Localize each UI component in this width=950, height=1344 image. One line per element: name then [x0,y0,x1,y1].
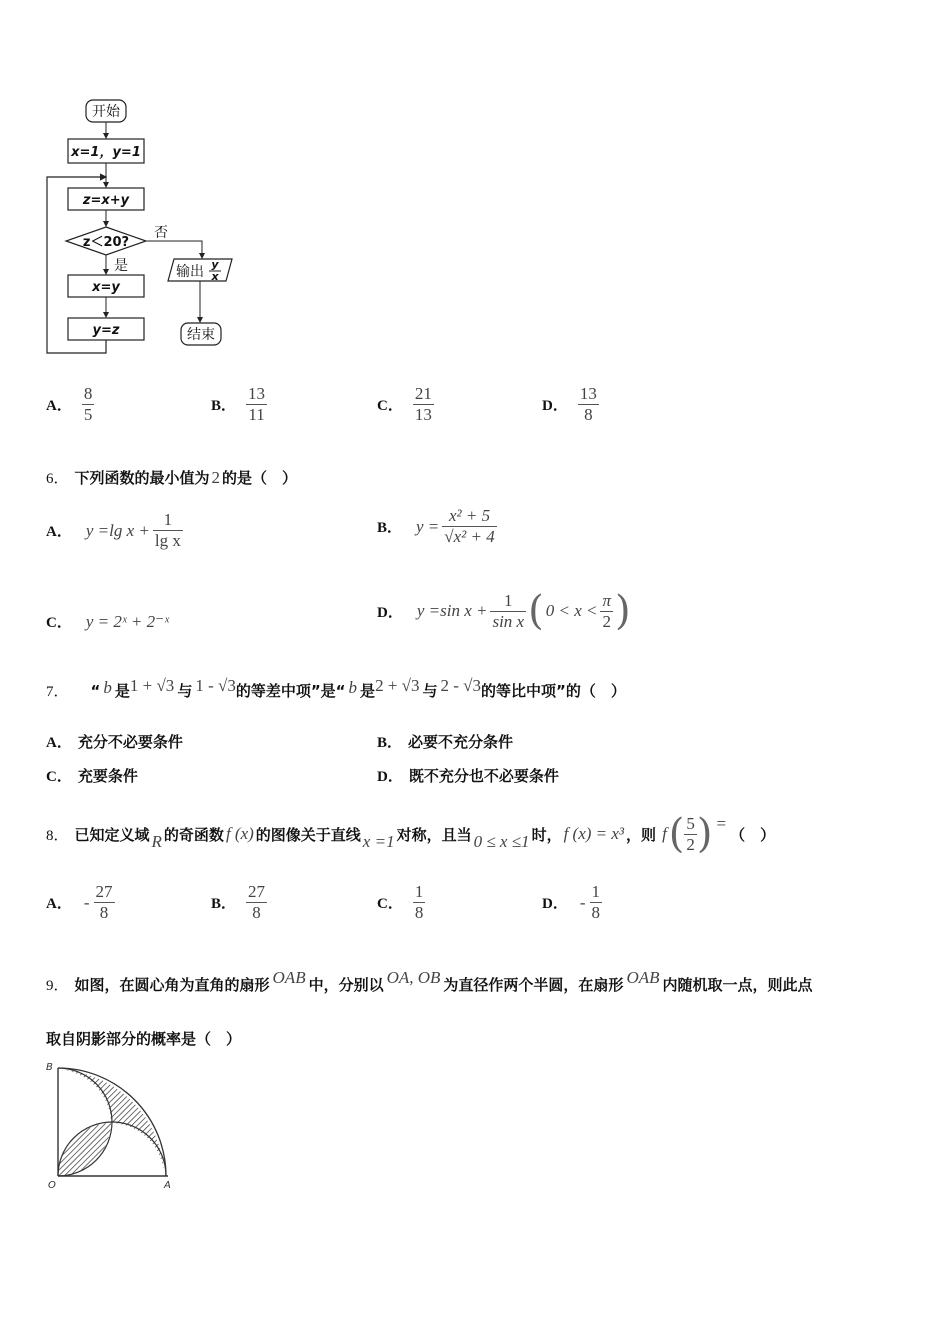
option-text: 充分不必要条件 [77,733,183,751]
denominator: 8 [584,405,593,424]
math-fraction [442,506,496,547]
option-letter: D． [377,769,403,785]
math-expr: 0 < x < [545,601,598,620]
q6-stem [46,467,297,488]
question-text: 已知定义域 [74,825,150,844]
option-letter: C． [46,615,72,631]
question-text: 与 [177,682,193,700]
math-expr: y =lg x + [85,520,150,540]
option-letter: C． [377,896,403,912]
math-sign: - [83,892,90,912]
q5-option-c[interactable] [377,384,434,425]
option-letter: D． [542,896,568,912]
denominator: 8 [591,903,601,922]
math-var: OAB [272,967,306,987]
q7-option-d[interactable] [377,765,559,786]
flow-no-label: 否 [154,225,168,241]
numerator: 1 [591,882,601,901]
q6-option-a[interactable] [46,510,183,551]
q8-option-c[interactable] [377,882,425,923]
option-fraction [246,882,267,923]
question-text: 是 [360,682,376,700]
q8-option-d[interactable] [542,882,602,923]
option-letter: C． [46,769,72,785]
denominator: 13 [414,405,432,424]
question-text: 对称，且当 [396,825,472,844]
question-text: 内随机取一点，则此点 [662,976,813,994]
math-fraction [684,814,697,855]
flow-assign-z-text: z=x+y [82,193,130,208]
q7-option-b[interactable] [377,731,513,752]
math-expr: x =1 [362,832,395,851]
math-var: b [348,677,358,697]
flow-output-label: 输出 [176,264,204,280]
math-expr: y = [416,516,440,536]
q9-stem-line2 [46,1028,241,1049]
option-letter: C． [377,398,403,414]
numerator: 13 [579,384,597,403]
option-letter: A． [46,398,72,414]
math-fraction [600,591,613,632]
q5-option-d[interactable] [542,384,599,425]
paren-right: ) [696,811,713,857]
question-number: 6． [46,471,69,487]
option-letter: B． [211,896,237,912]
math-fraction [153,510,183,551]
numerator: 21 [414,384,432,403]
option-text: 必要不充分条件 [408,733,514,751]
math-expr: y =sin x + [416,601,488,620]
denominator: 5 [83,405,93,424]
question-text: 中，分别以 [308,976,384,994]
option-letter: D． [377,604,403,621]
numerator: 5 [686,813,695,833]
q6-option-c[interactable] [46,611,169,632]
math-var: b [103,677,112,697]
math-fraction [490,591,526,632]
math-expr: 0 ≤ x ≤1 [473,832,530,851]
option-letter: D． [542,398,568,414]
q8-option-b[interactable] [211,882,267,923]
question-text: 取自阴影部分的概率是（ ） [46,1030,242,1048]
denominator: lg x [154,531,181,550]
math-expr: 1 + √3 [129,675,175,695]
numerator: 1 [163,510,173,529]
flow-output-den: x [211,270,219,283]
option-fraction [578,384,599,425]
point-o-label: O [48,1180,56,1191]
denominator: √x² + 4 [444,527,495,546]
question-text: 的是（ ） [222,469,298,487]
question-text: 是 [114,682,130,700]
question-text: 的等比中项”的（ ） [481,682,626,700]
question-text: 下列函数的最小值为 [74,469,210,487]
flow-start-text: 开始 [92,104,120,120]
q6-option-d[interactable] [377,588,631,634]
option-text: 充要条件 [77,767,138,785]
math-sign: - [579,892,586,912]
math-value: 2 [211,467,221,487]
option-fraction [246,384,267,425]
math-expr: 2 + √3 [375,675,420,695]
option-fraction [413,882,426,923]
paren-left: ( [528,588,544,634]
question-text: 的等差中项”是“ [235,682,346,700]
numerator: π [602,590,611,610]
q9-stem-line1 [46,967,813,995]
q7-stem [46,675,626,701]
option-letter: A． [46,524,72,540]
flow-init-text: x=1，y=1 [71,145,141,160]
denominator: 11 [248,405,265,424]
question-number: 9． [46,978,69,994]
question-text: “ [90,681,101,700]
point-b-label: B [46,1062,53,1073]
q5-option-b[interactable] [211,384,267,425]
paren-right: ) [615,588,631,634]
numerator: 1 [414,882,424,901]
question-text: （ ） [730,825,776,844]
denominator: 8 [99,903,109,922]
option-letter: B． [377,520,403,536]
option-fraction [590,882,603,923]
denominator: 8 [414,903,424,922]
question-text: 与 [422,682,438,700]
q8-stem [46,812,775,856]
option-letter: B． [377,735,403,751]
option-fraction [413,384,434,425]
point-a-label: A [164,1180,171,1191]
question-number: 8． [46,827,69,844]
option-letter: B． [211,398,237,414]
denominator: sin x [492,611,525,631]
math-expr: = [716,814,727,833]
option-fraction [94,882,115,923]
option-fraction [82,384,95,425]
question-text: 为直径作两个半圆，在扇形 [443,976,624,994]
question-number: 7． [46,684,69,700]
math-var: R [151,832,162,851]
shaded-region-lens [58,1123,111,1176]
flowchart [40,95,250,365]
denominator: 8 [252,903,261,922]
q6-option-b[interactable] [377,506,497,547]
q7-option-c[interactable] [46,765,138,786]
math-expr: 1 - √3 [195,675,236,695]
flow-yes-label: 是 [114,258,128,274]
math-var: OA, OB [386,967,441,987]
flow-output-num: y [211,258,219,271]
denominator: 2 [686,834,695,854]
sector-figure [44,1060,184,1192]
numerator: 27 [248,882,266,901]
math-expr: 2 - √3 [440,675,481,695]
paren-left: ( [668,811,685,857]
option-text: 既不充分也不必要条件 [408,767,559,785]
q8-option-a[interactable] [46,882,115,923]
math-var: f [662,824,667,843]
flow-condition-text: z＜20? [82,235,130,250]
question-text: 的奇函数 [163,825,224,844]
question-text: 时， [531,825,562,844]
flow-assign-x-text: x=y [92,280,120,295]
numerator: 8 [83,384,93,403]
numerator: 1 [504,590,513,610]
question-text: 如图，在圆心角为直角的扇形 [74,976,270,994]
denominator: 2 [602,611,611,631]
math-expr: y = 2ˣ + 2⁻ˣ [85,611,169,631]
option-letter: A． [46,735,72,751]
math-expr: f (x) [225,824,254,843]
numerator: 13 [248,384,266,403]
question-text: ，则 [626,825,657,844]
flow-assign-y-text: y=z [92,323,120,338]
numerator: 27 [95,882,113,901]
math-var: OAB [626,967,660,987]
option-letter: A． [46,896,72,912]
math-expr: f (x) = x³ [563,824,625,843]
q7-option-a[interactable] [46,731,183,752]
q5-option-a[interactable] [46,384,94,425]
numerator: x² + 5 [448,506,491,525]
flow-end-text: 结束 [187,327,215,343]
question-text: 的图像关于直线 [255,825,361,844]
